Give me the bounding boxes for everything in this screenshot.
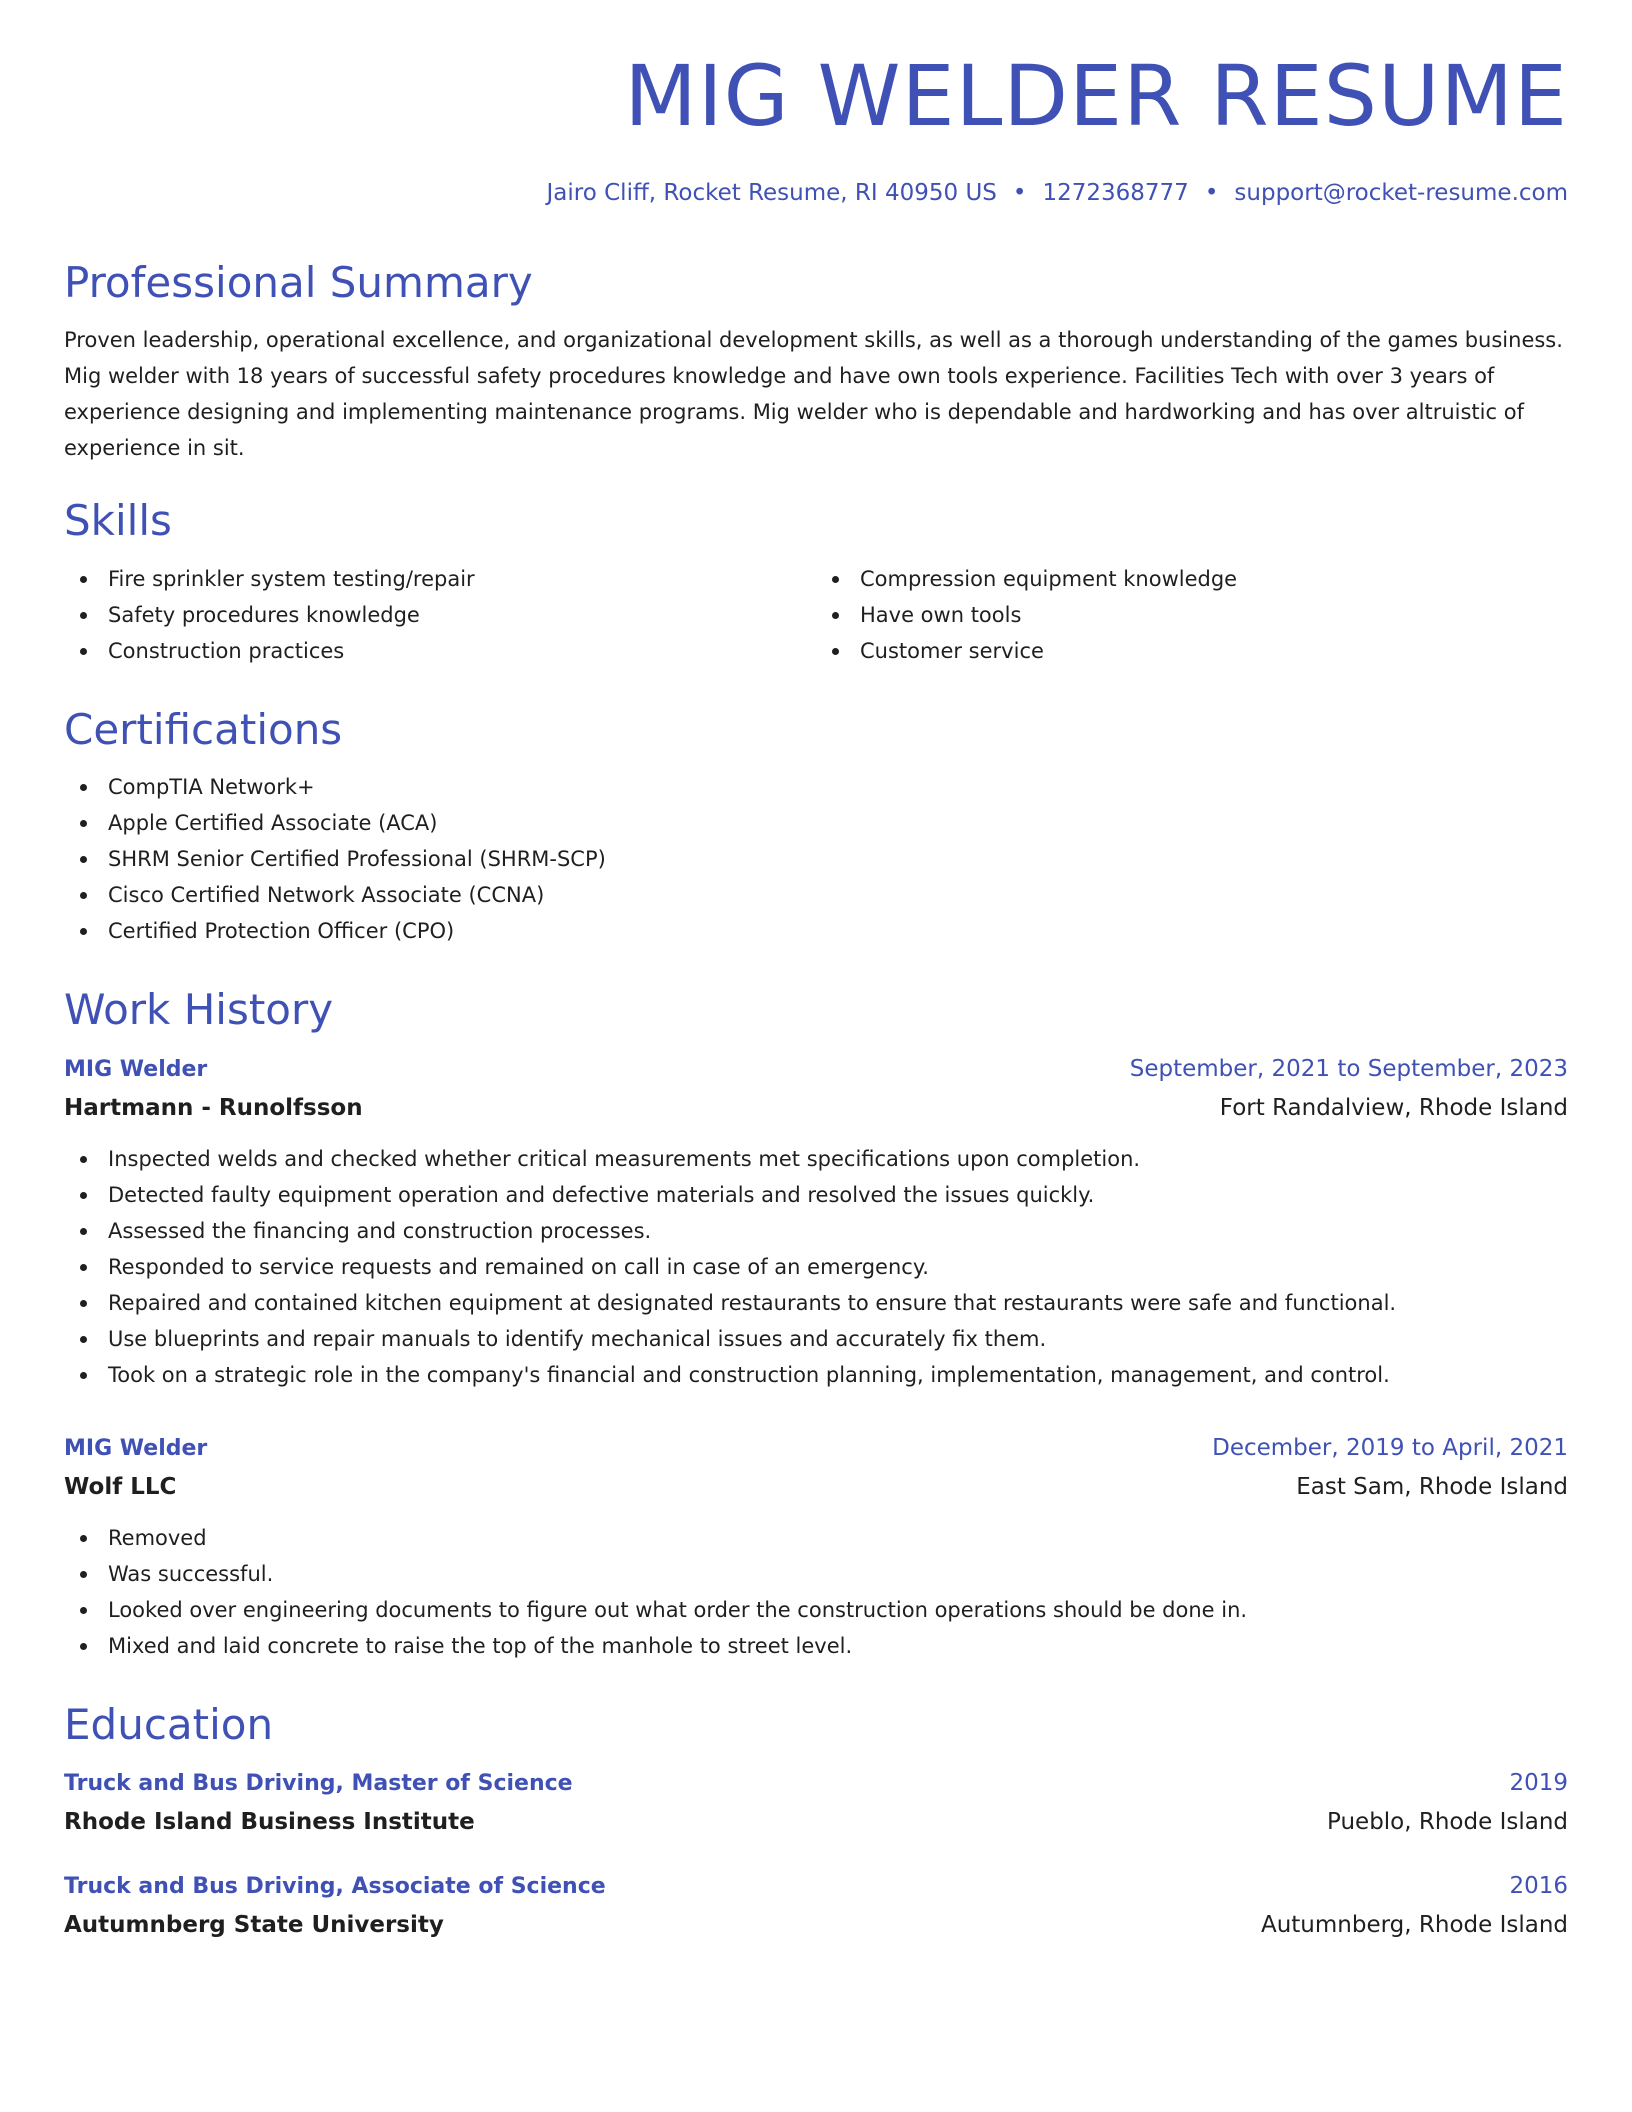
- education-entry: [64, 1867, 1568, 1944]
- skill-item: Compression equipment knowledge: [816, 561, 1568, 597]
- job-org-row: [64, 1089, 1568, 1127]
- contact-address: Jairo Cliff, Rocket Resume, RI 40950 US: [546, 180, 997, 206]
- job-bullets: [64, 1141, 1568, 1393]
- education-school-row: [64, 1803, 1568, 1841]
- education-school-row: [64, 1906, 1568, 1944]
- job-bullet: Responded to service requests and remained on call in case of an emergency.: [64, 1249, 1568, 1285]
- summary-heading: Professional Summary: [64, 258, 533, 307]
- job-dates: September, 2021 to September, 2023: [1129, 1055, 1568, 1082]
- job-company: Hartmann - Runolfsson: [64, 1094, 363, 1121]
- skills-list-left: [64, 561, 816, 669]
- job-role: MIG Welder: [64, 1435, 208, 1461]
- education-heading: Education: [64, 1699, 274, 1749]
- job-bullet: Looked over engineering documents to figure out what order the construction operations should be done in.: [64, 1592, 1568, 1628]
- education-header-row: [64, 1764, 1568, 1803]
- certification-item: SHRM Senior Certified Professional (SHRM-SCP): [64, 841, 1568, 877]
- summary-text: Proven leadership, operational excellence, and organizational development skills, as well as a thorough understanding of the games business. Mig welder with 18 years of successful safety procedures knowledge and have own tools experience. Facilities Tech with over 3 years of experience designing and implementing maintenance programs. Mig welder who is dependable and hardworking and has over altruistic of experience in sit.: [64, 328, 1563, 461]
- skills-grid: [64, 561, 1568, 669]
- resume-content: [64, 258, 1568, 1970]
- job-bullets: [64, 1520, 1568, 1664]
- work-history-heading: Work History: [64, 985, 334, 1035]
- education-year: 2019: [1509, 1769, 1568, 1796]
- job-entry: [64, 1050, 1568, 1393]
- contact-phone: 1272368777: [1042, 180, 1189, 206]
- contact-separator: •: [1012, 180, 1027, 206]
- job-bullet: Repaired and contained kitchen equipment at designated restaurants to ensure that restaurants were safe and functional.: [64, 1285, 1568, 1321]
- job-header-row: [64, 1050, 1568, 1089]
- job-role: MIG Welder: [64, 1056, 208, 1082]
- certification-item: Cisco Certified Network Associate (CCNA): [64, 877, 1568, 913]
- education-header-row: [64, 1867, 1568, 1906]
- education-entry: [64, 1764, 1568, 1841]
- contact-line: [547, 180, 1568, 206]
- certifications-list: [64, 769, 1568, 949]
- job-header-row: [64, 1429, 1568, 1468]
- education-year: 2016: [1509, 1872, 1568, 1899]
- education-degree: Truck and Bus Driving, Associate of Science: [64, 1873, 606, 1899]
- certifications-heading: Certifications: [64, 704, 343, 754]
- job-bullet: Removed: [64, 1520, 1568, 1556]
- contact-separator: •: [1204, 180, 1219, 206]
- certification-item: Apple Certified Associate (ACA): [64, 805, 1568, 841]
- education-location: Autumnberg, Rhode Island: [1260, 1911, 1568, 1938]
- job-bullet: Detected faulty equipment operation and defective materials and resolved the issues quickly.: [64, 1177, 1568, 1213]
- resume-title: MIG WELDER RESUME: [624, 47, 1568, 145]
- certification-item: Certified Protection Officer (CPO): [64, 913, 1568, 949]
- job-bullet: Mixed and laid concrete to raise the top of the manhole to street level.: [64, 1628, 1568, 1664]
- job-bullet: Use blueprints and repair manuals to identify mechanical issues and accurately fix them.: [64, 1321, 1568, 1357]
- skills-list-right: [816, 561, 1568, 669]
- skill-item: Safety procedures knowledge: [64, 597, 816, 633]
- education-school: Autumnberg State University: [64, 1911, 444, 1938]
- contact-email: support@rocket-resume.com: [1234, 180, 1568, 206]
- skill-item: Fire sprinkler system testing/repair: [64, 561, 816, 597]
- job-location: East Sam, Rhode Island: [1296, 1473, 1568, 1500]
- skill-item: Customer service: [816, 633, 1568, 669]
- education-school: Rhode Island Business Institute: [64, 1808, 475, 1835]
- job-bullet: Took on a strategic role in the company's financial and construction planning, implementation, management, and control.: [64, 1357, 1568, 1393]
- job-location: Fort Randalview, Rhode Island: [1219, 1094, 1568, 1121]
- certification-item: CompTIA Network+: [64, 769, 1568, 805]
- job-entry: [64, 1429, 1568, 1664]
- skill-item: Construction practices: [64, 633, 816, 669]
- job-bullet: Inspected welds and checked whether critical measurements met specifications upon completion.: [64, 1141, 1568, 1177]
- education-degree: Truck and Bus Driving, Master of Science: [64, 1770, 573, 1796]
- job-org-row: [64, 1468, 1568, 1506]
- skill-item: Have own tools: [816, 597, 1568, 633]
- skills-heading: Skills: [64, 496, 172, 546]
- job-company: Wolf LLC: [64, 1473, 177, 1500]
- job-bullet: Assessed the financing and construction processes.: [64, 1213, 1568, 1249]
- job-bullet: Was successful.: [64, 1556, 1568, 1592]
- job-dates: December, 2019 to April, 2021: [1212, 1434, 1568, 1461]
- education-location: Pueblo, Rhode Island: [1327, 1808, 1568, 1835]
